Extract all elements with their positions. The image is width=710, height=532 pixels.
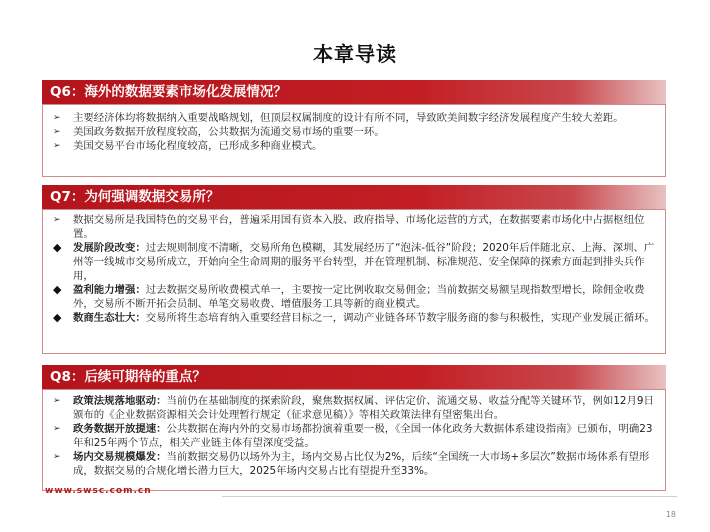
arrow-bullet-icon: ➢ (53, 215, 61, 225)
list-item (53, 283, 655, 311)
list-item-lead: 数商生态壮大： (73, 312, 146, 324)
list-item-text (73, 283, 655, 311)
list-item-body: 当前仍在基础制度的探索阶段，聚焦数据权属、评估定价、流通交易、收益分配等关键环节，例如12月9日颁布的《企业数据资源相关会计处理暂行规定（征求意见稿）》等相关政策法律有望密集出台。 (73, 395, 654, 421)
list-item-text: 数据交易所是我国特色的交易平台，普遍采用国有资本入股、政府指导、市场化运营的方式，在数据要素市场化中占据枢纽位置。 (73, 214, 645, 240)
footer-divider (222, 496, 677, 497)
list-item-text (73, 422, 655, 450)
list-item-lead: 发展阶段改变： (73, 242, 146, 254)
list-item (53, 394, 655, 422)
section-q8-header: Q8：后续可期待的重点？ (42, 365, 666, 389)
arrow-bullet-icon: ➢ (53, 396, 61, 406)
footer-url[interactable]: www.swsc.com.cn (45, 486, 152, 493)
list-item (53, 125, 655, 139)
section-q8 (42, 365, 666, 491)
list-item-lead: 政务数据开放提速： (73, 423, 167, 435)
section-q7-body (42, 209, 666, 354)
section-q8-body (42, 389, 666, 491)
list-item-body: 过去规则制度不清晰，交易所角色模糊，其发展经历了“泡沫-低谷”阶段；2020年后伴随北京、上海、深圳、广州等一线城市交易所成立，开始向全生命周期的服务平台转型，并在管理机制、标准规范、安全保障的探索方面起到排头兵作用， (73, 242, 655, 282)
list-item (53, 422, 655, 450)
list-item-body: 过去数据交易所收费模式单一，主要按一定比例收取交易佣金；当前数据交易额呈现指数型增长，除佣金收费外，交易所不断开拓会员制、单笔交易收费、增值服务工具等新的商业模式。 (73, 284, 645, 310)
list-item-body: 公共数据在海内外的交易市场都扮演着重要一极，《全国一体化政务大数据体系建设指南》已颁布，明确23年和25年两个节点，相关产业链主体有望深度受益。 (73, 423, 653, 449)
list-item (53, 213, 655, 241)
page-number: 18 (665, 510, 676, 519)
arrow-bullet-icon: ➢ (53, 452, 61, 462)
list-item (53, 311, 655, 325)
diamond-bullet-icon: ◆ (53, 241, 62, 254)
list-item-lead: 政策法规落地驱动： (73, 395, 167, 407)
list-item-text: 主要经济体均将数据纳入重要战略规划，但顶层权属制度的设计有所不同，导致欧美间数字经济发展程度产生较大差距。 (73, 112, 624, 124)
list-item-body: 当前数据交易仍以场外为主，场内交易占比仅为2%，后续“全国统一大市场+多层次”数据市场体系有望形成，数据交易的合规化增长潜力巨大，2025年场内交易占比有望提升至33%。 (73, 451, 650, 477)
list-item (53, 450, 655, 478)
list-item-text (73, 394, 655, 422)
section-q6 (42, 80, 666, 177)
section-q7 (42, 185, 666, 354)
section-q7-header: Q7：为何强调数据交易所？ (42, 185, 666, 209)
diamond-bullet-icon: ◆ (53, 283, 62, 296)
list-item-text (73, 450, 655, 478)
section-q6-header: Q6：海外的数据要素市场化发展情况？ (42, 80, 666, 104)
section-q6-body (42, 104, 666, 177)
list-item (53, 139, 655, 153)
list-item-text: 美国政务数据开放程度较高，公共数据为流通交易市场的重要一环。 (73, 126, 385, 138)
list-item-text (73, 241, 655, 283)
list-item-text: 美国交易平台市场化程度较高，已形成多种商业模式。 (73, 140, 323, 152)
list-item-lead: 盈利能力增强： (73, 284, 146, 296)
list-item-lead: 场内交易规模爆发： (73, 451, 167, 463)
list-item (53, 241, 655, 283)
arrow-bullet-icon: ➢ (53, 127, 61, 137)
page-title: 本章导读 (313, 42, 397, 66)
arrow-bullet-icon: ➢ (53, 141, 61, 151)
arrow-bullet-icon: ➢ (53, 424, 61, 434)
diamond-bullet-icon: ◆ (53, 311, 62, 324)
list-item (53, 111, 655, 125)
list-item-body: 交易所将生态培育纳入重要经营目标之一，调动产业链各环节数字服务商的参与积极性，实现产业发展正循环。 (145, 312, 655, 324)
list-item-text (73, 311, 655, 325)
arrow-bullet-icon: ➢ (53, 113, 61, 123)
